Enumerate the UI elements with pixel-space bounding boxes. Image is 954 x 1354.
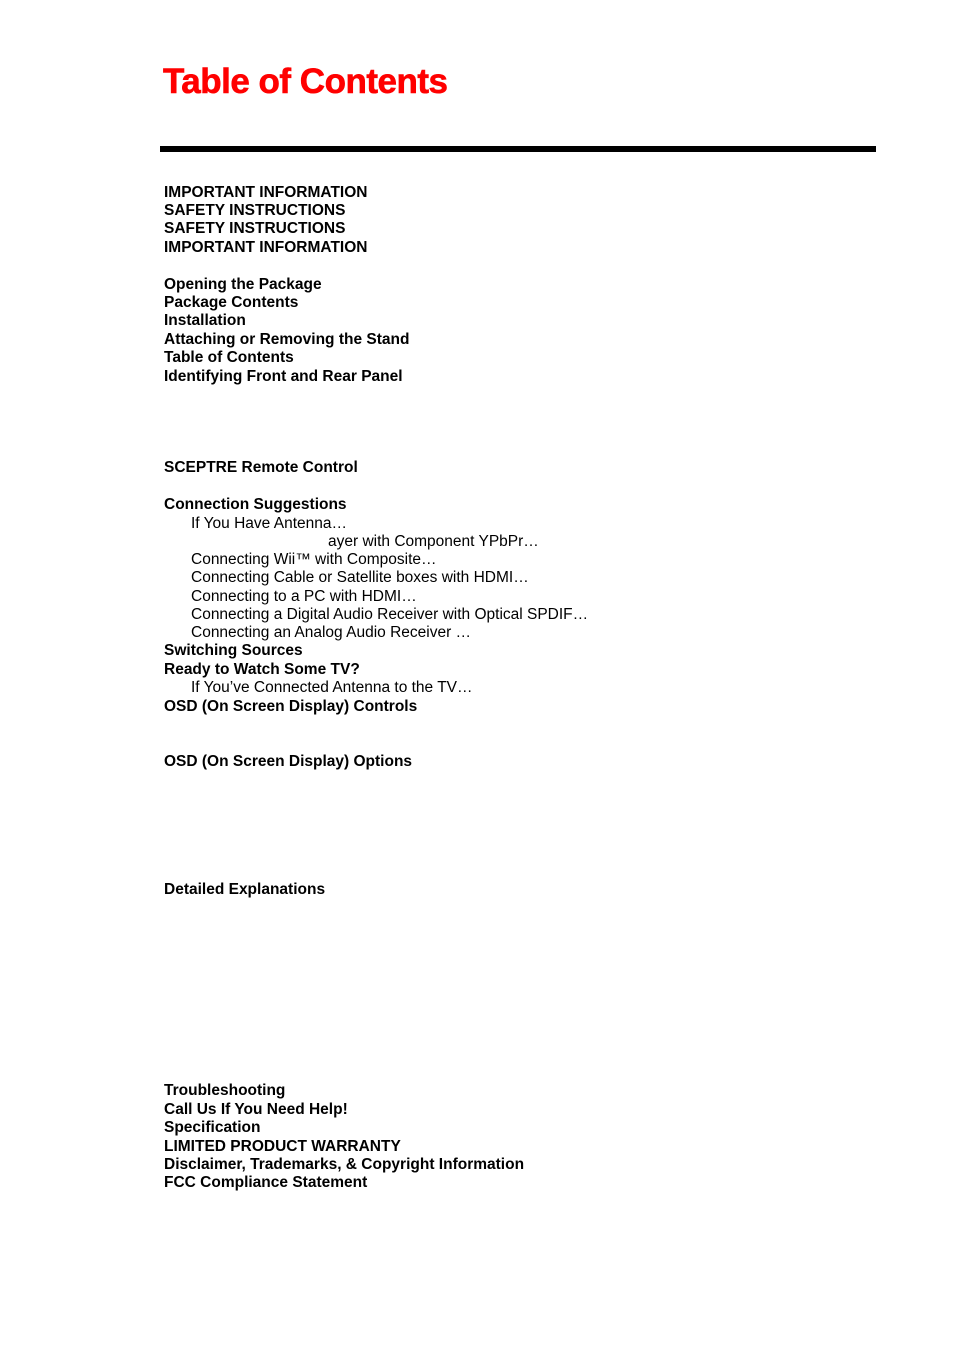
toc-entry-attaching-stand[interactable]: Attaching or Removing the Stand: [164, 331, 410, 348]
toc-entry-detailed-explanations[interactable]: Detailed Explanations: [164, 881, 326, 898]
toc-subentry-cable-satellite-hdmi[interactable]: Connecting Cable or Satellite boxes with HDMI…: [191, 569, 529, 586]
toc-subentry-analog-audio[interactable]: Connecting an Analog Audio Receiver …: [191, 624, 472, 641]
toc-entry-connection-suggestions[interactable]: Connection Suggestions: [164, 496, 347, 513]
toc-entry-safety-instructions-2[interactable]: SAFETY INSTRUCTIONS: [164, 220, 346, 237]
toc-entry-disclaimer[interactable]: Disclaimer, Trademarks, & Copyright Information: [164, 1156, 525, 1173]
toc-entry-installation[interactable]: Installation: [164, 312, 246, 329]
toc-entry-remote-control[interactable]: SCEPTRE Remote Control: [164, 459, 358, 476]
toc-entry-table-of-contents[interactable]: Table of Contents: [164, 349, 294, 366]
toc-entry-fcc-compliance[interactable]: FCC Compliance Statement: [164, 1174, 368, 1191]
toc-entry-safety-instructions[interactable]: SAFETY INSTRUCTIONS: [164, 202, 346, 219]
toc-subentry-optical-spdif[interactable]: Connecting a Digital Audio Receiver with Optical SPDIF…: [191, 606, 589, 623]
toc-entry-troubleshooting[interactable]: Troubleshooting: [164, 1082, 286, 1099]
page-title: Table of Contents: [163, 62, 448, 101]
toc-entry-switching-sources[interactable]: Switching Sources: [164, 642, 303, 659]
toc-entry-front-rear-panel[interactable]: Identifying Front and Rear Panel: [164, 368, 403, 385]
toc-subentry-component-ypbpr[interactable]: ayer with Component YPbPr…: [328, 533, 539, 550]
toc-entry-package-contents[interactable]: Package Contents: [164, 294, 299, 311]
toc-subentry-pc-hdmi[interactable]: Connecting to a PC with HDMI…: [191, 588, 417, 605]
toc-entry-important-information-2[interactable]: IMPORTANT INFORMATION: [164, 239, 368, 256]
toc-entry-osd-options[interactable]: OSD (On Screen Display) Options: [164, 753, 413, 770]
toc-entry-important-information[interactable]: IMPORTANT INFORMATION: [164, 184, 368, 201]
toc-entry-ready-to-watch[interactable]: Ready to Watch Some TV?: [164, 661, 360, 678]
toc-subentry-wii-composite[interactable]: Connecting Wii™ with Composite…: [191, 551, 437, 568]
toc-subentry-antenna[interactable]: If You Have Antenna…: [191, 515, 347, 532]
toc-subentry-antenna-connected[interactable]: If You’ve Connected Antenna to the TV…: [191, 679, 473, 696]
toc-entry-opening-the-package[interactable]: Opening the Package: [164, 276, 322, 293]
toc-entry-call-us[interactable]: Call Us If You Need Help!: [164, 1101, 348, 1118]
toc-entry-limited-warranty[interactable]: LIMITED PRODUCT WARRANTY: [164, 1138, 401, 1155]
toc-entry-osd-controls[interactable]: OSD (On Screen Display) Controls: [164, 698, 418, 715]
toc-entry-specification[interactable]: Specification: [164, 1119, 261, 1136]
title-divider: [160, 146, 876, 152]
